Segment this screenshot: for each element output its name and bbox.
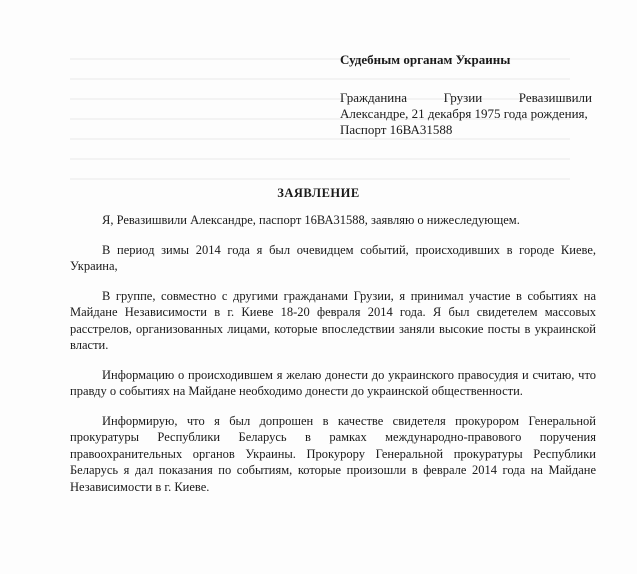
paragraph-5: Информирую, что я был допрошен в качестве свидетеля прокурором Генеральной прокуратуры Республики Беларусь в рамках международно-правового поручения правоохранительных органов Украины. Прокурору Генеральной прокуратуры Республики Беларусь я дал показания по событиям, которые произошли в феврале 2014 года на Майдане Независимости в г. Киеве. <box>70 413 596 494</box>
paragraph-1: Я, Ревазишвили Александре, паспорт 16ВА31588, заявляю о нижеследующем. <box>102 213 520 227</box>
document-body <box>70 212 596 508</box>
addressee-block <box>340 52 592 138</box>
addressee-heading: Судебным органам Украины <box>340 52 511 67</box>
sender-info: Гражданина Грузии Ревазишвили Александре, 21 декабря 1975 года рождения, <box>340 90 592 121</box>
paragraph-2: В период зимы 2014 года я был очевидцем событий, происходивших в городе Киеве, Украина, <box>70 242 596 273</box>
document-title: ЗАЯВЛЕНИЕ <box>277 186 360 200</box>
sender-passport: Паспорт 16ВА31588 <box>340 122 453 137</box>
paragraph-4: Информацию о происходившем я желаю донести до украинского правосудия и считаю, что правду о событиях на Майдане необходимо донести до украинской общественности. <box>70 367 596 398</box>
paragraph-3: В группе, совместно с другими гражданами Грузии, я принимал участие в событиях на Майдане Независимости в г. Киеве 18-20 февраля 2014 года. Я был свидетелем массовых расстрелов, организованных лицами, которые впоследствии заняли высокие посты в украинской власти. <box>70 288 596 352</box>
